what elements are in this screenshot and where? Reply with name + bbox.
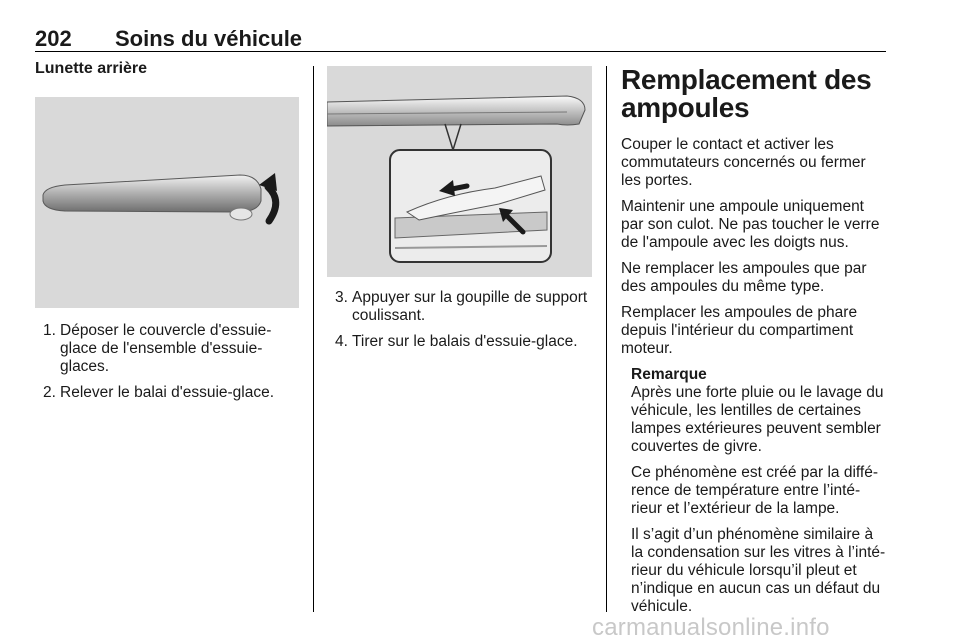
paragraph: Couper le contact et activer les commutateurs concernés ou fermer les portes. [621, 136, 866, 189]
paragraph: Remplacer les ampoules de phare depuis l'intérieur du compartiment moteur. [621, 304, 858, 357]
wiper-blade-illustration [327, 66, 592, 277]
note-title: Remarque [631, 366, 707, 383]
section-title: Remplacement des ampoules [621, 64, 872, 123]
step-3: 3. Appuyer sur la goupille de support coulissant. [335, 289, 588, 324]
watermark: carmanualsonline.info [592, 614, 830, 641]
column-divider-right [606, 66, 607, 612]
page-header [35, 26, 885, 54]
header-rule [35, 51, 886, 52]
note-paragraph: Après une forte pluie ou le lavage du véhicule, les lentilles de certaines lampes extérieures peuvent sembler couvertes de givre. [631, 384, 884, 455]
note-paragraph: Il s’agit d’un phénomène similaire à la condensation sur les vitres à l’inté-rieur du véhicule lorsqu’il pleut et n’indique en aucun cas un défaut du véhicule. [631, 526, 886, 615]
steps-list-1 [35, 322, 299, 402]
step-2: 2. Relever le balai d'essuie-glace. [43, 384, 275, 401]
steps-list-2 [327, 289, 592, 351]
wiper-cover-illustration [35, 97, 299, 308]
wiper-arm-drawing [35, 97, 299, 308]
column-3 [621, 66, 887, 624]
step-4: 4. Tirer sur le balais d'essuie-glace. [335, 333, 578, 350]
wiper-blade-drawing [327, 66, 592, 277]
chapter-title: Soins du véhicule [115, 26, 303, 51]
step-1: 1. Déposer le couvercle d'essuie-glace de l'ensemble d'essuie-glaces. [43, 322, 272, 375]
column-divider-left [313, 66, 314, 612]
column-2 [327, 66, 592, 359]
page-number: 202 [35, 26, 72, 51]
paragraph: Maintenir une ampoule uniquement par son culot. Ne pas toucher le verre de l'ampoule avec les doigts nus. [621, 198, 880, 251]
subheading-rear-window: Lunette arrière [35, 60, 148, 77]
column-1 [35, 60, 299, 410]
paragraph: Ne remplacer les ampoules que par des ampoules du même type. [621, 260, 867, 295]
note-box [631, 366, 887, 616]
note-paragraph: Ce phénomène est créé par la diffé-rence de température entre l’inté-rieur et l’extérieur de la lampe. [631, 464, 879, 517]
